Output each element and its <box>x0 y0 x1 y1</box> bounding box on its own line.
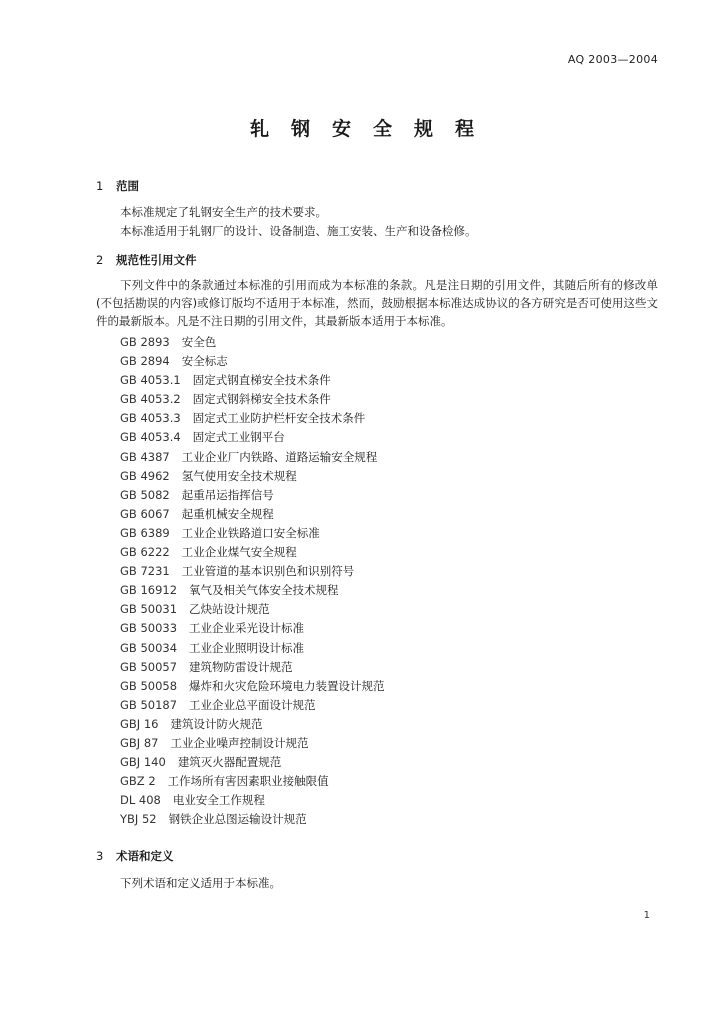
reference-item <box>120 543 385 562</box>
reference-item <box>120 409 385 428</box>
reference-title: 氧气及相关气体安全技术规程 <box>189 583 339 598</box>
reference-item <box>120 753 385 772</box>
reference-title: 工业企业噪声控制设计规范 <box>170 735 309 750</box>
reference-item <box>120 734 385 753</box>
reference-list <box>120 333 385 829</box>
reference-item <box>120 562 385 581</box>
reference-code: GB 4053.2 <box>120 392 181 407</box>
reference-code: GB 4053.4 <box>120 430 181 445</box>
reference-title: 钢铁企业总图运输设计规范 <box>168 812 307 827</box>
section-title: 术语和定义 <box>116 849 174 863</box>
references-intro <box>96 276 658 330</box>
reference-item <box>120 467 385 486</box>
reference-code: GB 2894 <box>120 354 170 369</box>
section-heading-terms <box>96 848 174 864</box>
reference-item <box>120 581 385 600</box>
reference-code: GBJ 16 <box>120 716 159 731</box>
reference-code: GBJ 140 <box>120 755 166 770</box>
terms-paragraph: 下列术语和定义适用于本标准。 <box>120 876 281 890</box>
reference-item <box>120 810 385 829</box>
reference-code: GB 6389 <box>120 525 170 540</box>
reference-title: 工业企业采光设计标准 <box>189 621 305 636</box>
section-heading-normative-references <box>96 252 197 268</box>
reference-title: 工业管道的基本识别色和识别符号 <box>181 564 355 579</box>
reference-title: 工业企业厂内铁路、道路运输安全规程 <box>181 449 378 464</box>
reference-title: 氢气使用安全技术规程 <box>181 468 297 483</box>
reference-code: GB 50058 <box>120 678 178 693</box>
section-number: 2 <box>96 253 104 267</box>
section-title: 规范性引用文件 <box>116 253 197 267</box>
reference-code: GB 50031 <box>120 602 178 617</box>
reference-code: GB 4387 <box>120 449 170 464</box>
reference-code: DL 408 <box>120 793 161 808</box>
reference-item <box>120 696 385 715</box>
reference-title: 工业企业照明设计标准 <box>189 640 305 655</box>
reference-item <box>120 639 385 658</box>
section-heading-scope <box>96 178 139 194</box>
reference-title: 起重吊运指挥信号 <box>181 487 274 502</box>
reference-item <box>120 448 385 467</box>
reference-title: 爆炸和火灾危险环境电力装置设计规范 <box>189 678 385 693</box>
reference-code: GBZ 2 <box>120 774 156 789</box>
scope-paragraph-1: 本标准规定了轧钢安全生产的技术要求。 <box>120 205 327 219</box>
reference-title: 工作场所有害因素职业接触限值 <box>167 774 329 789</box>
reference-item <box>120 524 385 543</box>
reference-title: 起重机械安全规程 <box>181 506 274 521</box>
scope-paragraph-2: 本标准适用于轧钢厂的设计、设备制造、施工安装、生产和设备检修。 <box>120 224 477 238</box>
reference-code: GB 6067 <box>120 506 170 521</box>
reference-title: 固定式钢直梯安全技术条件 <box>192 373 331 388</box>
reference-code: GB 16912 <box>120 583 178 598</box>
document-title: 轧钢安全规程 <box>249 118 496 140</box>
reference-item <box>120 715 385 734</box>
reference-item <box>120 772 385 791</box>
reference-title: 建筑设计防火规范 <box>170 716 263 731</box>
reference-code: GB 50034 <box>120 640 178 655</box>
standard-code: AQ 2003—2004 <box>567 53 658 66</box>
reference-title: 工业企业总平面设计规范 <box>189 697 316 712</box>
reference-title: 电业安全工作规程 <box>172 793 265 808</box>
reference-code: GB 4053.3 <box>120 411 181 426</box>
reference-code: GB 2893 <box>120 335 170 349</box>
page-number: 1 <box>643 910 650 921</box>
reference-code: GB 4962 <box>120 468 170 483</box>
reference-item <box>120 371 385 390</box>
reference-code: GB 50187 <box>120 697 178 712</box>
reference-item <box>120 791 385 810</box>
section-number: 3 <box>96 849 104 863</box>
reference-item <box>120 658 385 677</box>
reference-code: GB 7231 <box>120 564 170 579</box>
section-title: 范围 <box>116 179 139 193</box>
reference-title: 固定式工业防护栏杆安全技术条件 <box>192 411 366 426</box>
reference-title: 工业企业铁路道口安全标准 <box>181 525 320 540</box>
reference-item <box>120 333 385 352</box>
reference-title: 安全色 <box>181 335 217 349</box>
reference-item <box>120 390 385 409</box>
reference-title: 固定式钢斜梯安全技术条件 <box>192 392 331 407</box>
reference-title: 工业企业煤气安全规程 <box>181 545 297 560</box>
reference-title: 建筑灭火器配置规范 <box>177 755 282 770</box>
reference-code: GB 5082 <box>120 487 170 502</box>
reference-item <box>120 428 385 447</box>
reference-code: GB 50033 <box>120 621 178 636</box>
reference-item <box>120 677 385 696</box>
reference-code: GB 4053.1 <box>120 373 181 388</box>
reference-title: 乙炔站设计规范 <box>189 602 270 617</box>
reference-title: 建筑物防雷设计规范 <box>189 659 293 674</box>
references-intro-text: 下列文件中的条款通过本标准的引用而成为本标准的条款。凡是注日期的引用文件，其随后所有的修改单(不包括勘误的内容)或修订版均不适用于本标准，然而，鼓励根据本标准达成协议的各方研究是否可使用这些文件的最新版本。凡是不注日期的引用文件，其最新版本适用于本标准。 <box>96 278 658 328</box>
reference-title: 安全标志 <box>181 354 228 369</box>
reference-code: GBJ 87 <box>120 735 159 750</box>
reference-code: GB 6222 <box>120 545 170 560</box>
reference-item <box>120 352 385 371</box>
reference-item <box>120 600 385 619</box>
section-number: 1 <box>96 179 104 193</box>
reference-title: 固定式工业钢平台 <box>192 430 285 445</box>
reference-item <box>120 486 385 505</box>
reference-item <box>120 619 385 638</box>
reference-item <box>120 505 385 524</box>
reference-code: YBJ 52 <box>120 812 157 827</box>
reference-code: GB 50057 <box>120 659 178 674</box>
